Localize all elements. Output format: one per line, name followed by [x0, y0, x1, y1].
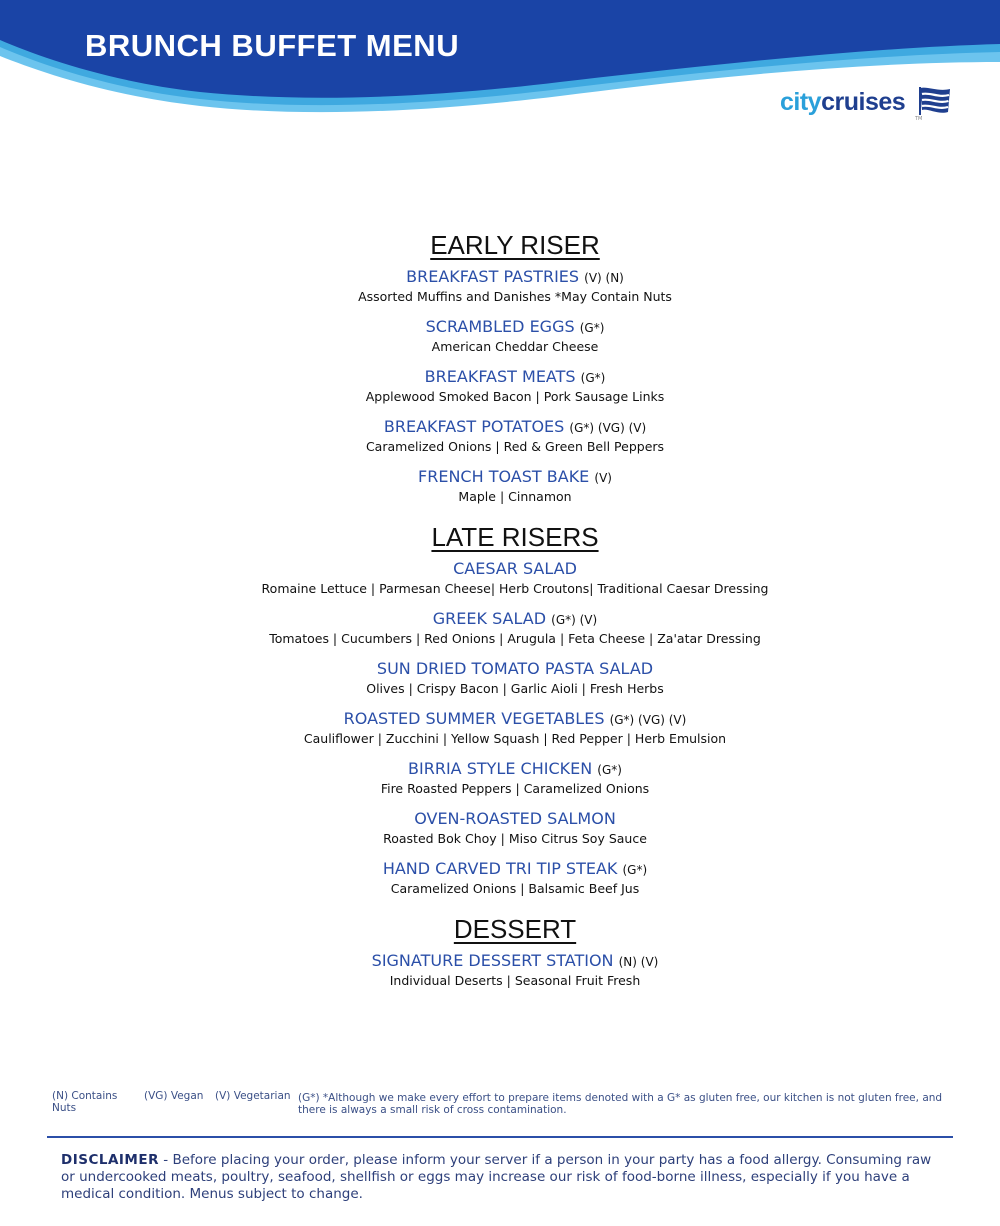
- dietary-tags: (G*) (VG) (V): [609, 713, 687, 727]
- menu-item-name: HAND CARVED TRI TIP STEAK: [382, 859, 618, 878]
- legend-vegetarian: (V) Vegetarian: [215, 1090, 291, 1102]
- menu-item-name: BREAKFAST MEATS: [424, 367, 576, 386]
- city-cruises-logo: [780, 84, 955, 124]
- disclaimer-label: DISCLAIMER: [61, 1152, 159, 1168]
- menu-section: [0, 522, 1000, 898]
- dietary-tags: (G*) (VG) (V): [569, 421, 647, 435]
- menu-item: [0, 808, 1000, 848]
- menu-item-description: Cauliflower | Zucchini | Yellow Squash | Red Pepper | Herb Emulsion: [303, 731, 727, 746]
- logo-text-city: city: [780, 88, 822, 116]
- menu-item-description: Applewood Smoked Bacon | Pork Sausage Links: [365, 389, 665, 404]
- menu-item-name: BIRRIA STYLE CHICKEN: [408, 759, 593, 778]
- menu-body: [0, 230, 1000, 1000]
- menu-item-description: Roasted Bok Choy | Miso Citrus Soy Sauce: [383, 831, 647, 846]
- dietary-tags: (V) (N): [584, 271, 624, 285]
- legend-gluten-free: (G*) *Although we make every effort to prepare items denoted with a G* as gluten free, our kitchen is not gluten free, and there is always a small risk of cross contamination.: [298, 1092, 943, 1116]
- menu-section: [0, 914, 1000, 990]
- menu-item-name: SIGNATURE DESSERT STATION: [371, 951, 614, 970]
- logo-text-cruises: cruises: [821, 88, 906, 116]
- section-title: EARLY RISER: [430, 230, 600, 260]
- menu-item: [0, 558, 1000, 598]
- menu-item: [0, 316, 1000, 356]
- menu-item-description: Caramelized Onions | Red & Green Bell Peppers: [365, 439, 665, 454]
- menu-item: [0, 858, 1000, 898]
- menu-item-description: Fire Roasted Peppers | Caramelized Onions: [380, 781, 650, 796]
- dietary-tags: (G*): [579, 321, 605, 335]
- menu-item-name: SCRAMBLED EGGS: [425, 317, 575, 336]
- trademark-mark: TM: [915, 116, 923, 122]
- menu-item-description: Olives | Crispy Bacon | Garlic Aioli | Fresh Herbs: [366, 681, 664, 696]
- dietary-tags: (G*): [580, 371, 606, 385]
- section-title: LATE RISERS: [431, 522, 599, 552]
- menu-item: [0, 266, 1000, 306]
- menu-item: [0, 758, 1000, 798]
- menu-item: [0, 708, 1000, 748]
- menu-item-description: Caramelized Onions | Balsamic Beef Jus: [390, 881, 640, 896]
- menu-item-name: GREEK SALAD: [432, 609, 547, 628]
- legend-nuts: (N) Contains Nuts: [52, 1090, 118, 1114]
- disclaimer-text: - Before placing your order, please inform your server if a person in your party has a food allergy. Consuming raw or undercooked meats, poultry, seafood, shellfish or eggs may increase our risk of food-borne illness, especially if you have a medical condition. Menus subject to change.: [61, 1152, 932, 1202]
- menu-item-name: BREAKFAST PASTRIES: [406, 267, 580, 286]
- section-title: DESSERT: [453, 914, 577, 944]
- menu-item-name: BREAKFAST POTATOES: [383, 417, 565, 436]
- menu-item-name: FRENCH TOAST BAKE: [418, 467, 590, 486]
- legend-vegan: (VG) Vegan: [144, 1090, 204, 1102]
- dietary-tags: (G*): [622, 863, 648, 877]
- dietary-tags: (G*) (V): [551, 613, 598, 627]
- menu-item-name: OVEN-ROASTED SALMON: [414, 809, 616, 828]
- menu-item-description: Individual Deserts | Seasonal Fruit Fresh: [389, 973, 641, 988]
- page-title: BRUNCH BUFFET MENU: [85, 28, 460, 63]
- menu-item-description: Romaine Lettuce | Parmesan Cheese| Herb Croutons| Traditional Caesar Dressing: [261, 581, 769, 596]
- menu-item-description: Maple | Cinnamon: [458, 489, 572, 504]
- menu-item-name: SUN DRIED TOMATO PASTA SALAD: [376, 659, 654, 678]
- menu-section: [0, 230, 1000, 506]
- menu-item: [0, 466, 1000, 506]
- menu-item: [0, 658, 1000, 698]
- dietary-legend: [52, 1090, 952, 1130]
- menu-item: [0, 608, 1000, 648]
- menu-item-description: Assorted Muffins and Danishes *May Contain Nuts: [358, 289, 672, 304]
- menu-item: [0, 950, 1000, 990]
- dietary-tags: (V): [594, 471, 612, 485]
- menu-item-description: American Cheddar Cheese: [431, 339, 599, 354]
- dietary-tags: (N) (V): [618, 955, 659, 969]
- disclaimer: [61, 1152, 941, 1203]
- divider: [47, 1136, 953, 1138]
- menu-item-description: Tomatoes | Cucumbers | Red Onions | Arugula | Feta Cheese | Za'atar Dressing: [269, 631, 761, 646]
- flag-icon: [918, 86, 952, 116]
- menu-item: [0, 366, 1000, 406]
- menu-item: [0, 416, 1000, 456]
- dietary-tags: (G*): [597, 763, 622, 777]
- menu-item-name: CAESAR SALAD: [453, 559, 577, 578]
- menu-item-name: ROASTED SUMMER VEGETABLES: [343, 709, 605, 728]
